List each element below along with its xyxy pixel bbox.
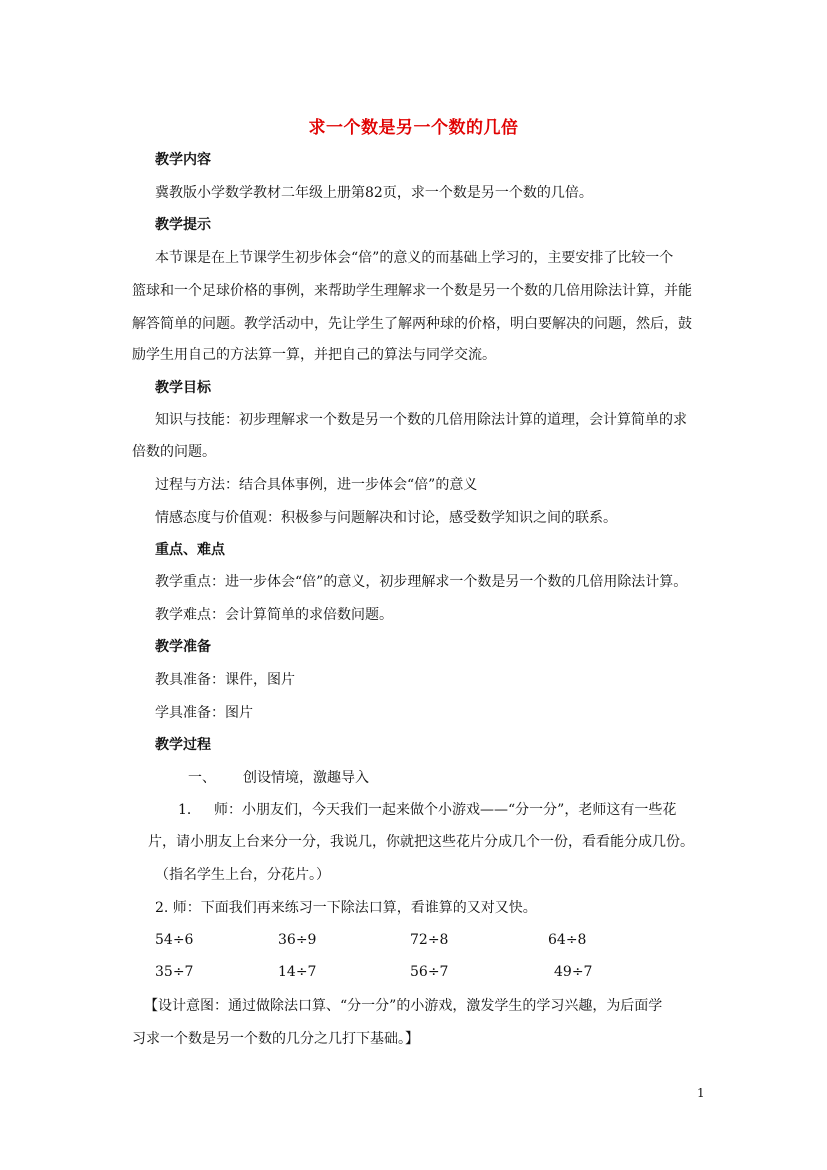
section-heading-prep: 教学准备 (155, 639, 211, 655)
calc-expression: 54÷6 (155, 932, 194, 948)
calc-expression: 14÷7 (278, 964, 317, 980)
key-line: 教学难点：会计算简单的求倍数问题。 (155, 607, 393, 623)
process-item-text: 师：小朋友们，今天我们一起来做个小游戏——“分一分”，老师这有一些花 (214, 802, 677, 818)
hint-line: 本节课是在上节课学生初步体会“倍”的意义的而基础上学习的，主要安排了比较一个 (155, 250, 674, 266)
document-title: 求一个数是另一个数的几倍 (308, 118, 519, 138)
process-item-text: （指名学生上台，分花片。） (155, 867, 330, 883)
page-number: 1 (697, 1086, 705, 1100)
section-heading-key: 重点、难点 (155, 542, 225, 558)
process-step-title: 创设情境，激趣导入 (243, 770, 369, 786)
hint-line: 励学生用自己的方法算一算，并把自己的算法与同学交流。 (132, 347, 496, 363)
calc-expression: 72÷8 (410, 932, 449, 948)
hint-line: 篮球和一个足球价格的事例，来帮助学生理解求一个数是另一个数的几倍用除法计算，并能 (132, 283, 692, 299)
calc-expression: 36÷9 (278, 932, 317, 948)
section-heading-goal: 教学目标 (155, 380, 211, 396)
prep-line: 教具准备：课件，图片 (155, 672, 295, 688)
content-text: 冀教版小学数学教材二年级上册第82页，求一个数是另一个数的几倍。 (155, 185, 593, 201)
calc-expression: 56÷7 (410, 964, 449, 980)
process-step-number: 一、 (188, 770, 216, 786)
process-item-number: 1． (178, 802, 201, 818)
goal-line: 知识与技能：初步理解求一个数是另一个数的几倍用除法计算的道理，会计算简单的求 (155, 412, 687, 428)
calc-expression: 49÷7 (554, 964, 593, 980)
calc-expression: 64÷8 (548, 932, 587, 948)
goal-line: 过程与方法：结合具体事例，进一步体会“倍”的意义 (155, 477, 478, 493)
process-item-text: 片，请小朋友上台来分一分，我说几，你就把这些花片分成几个一份，看看能分成几份。 (148, 834, 694, 850)
hint-line: 解答简单的问题。教学活动中，先让学生了解两种球的价格，明白要解决的问题，然后，鼓 (132, 316, 692, 332)
calc-expression: 35÷7 (155, 964, 194, 980)
goal-line: 倍数的问题。 (132, 444, 216, 460)
section-heading-content: 教学内容 (155, 152, 211, 168)
key-line: 教学重点：进一步体会“倍”的意义，初步理解求一个数是另一个数的几倍用除法计算。 (155, 574, 688, 590)
section-heading-process: 教学过程 (155, 737, 211, 753)
goal-line: 情感态度与价值观：积极参与问题解决和讨论，感受数学知识之间的联系。 (155, 510, 617, 526)
design-intent: 习求一个数是另一个数的几分之几打下基础。】 (132, 1031, 419, 1047)
section-heading-hint: 教学提示 (155, 217, 211, 233)
design-intent: 【设计意图：通过做除法口算、“分一分”的小游戏，激发学生的学习兴趣，为后面学 (144, 998, 663, 1014)
process-item-text: 2. 师：下面我们再来练习一下除法口算，看谁算的又对又快。 (155, 900, 537, 916)
prep-line: 学具准备：图片 (155, 705, 253, 721)
